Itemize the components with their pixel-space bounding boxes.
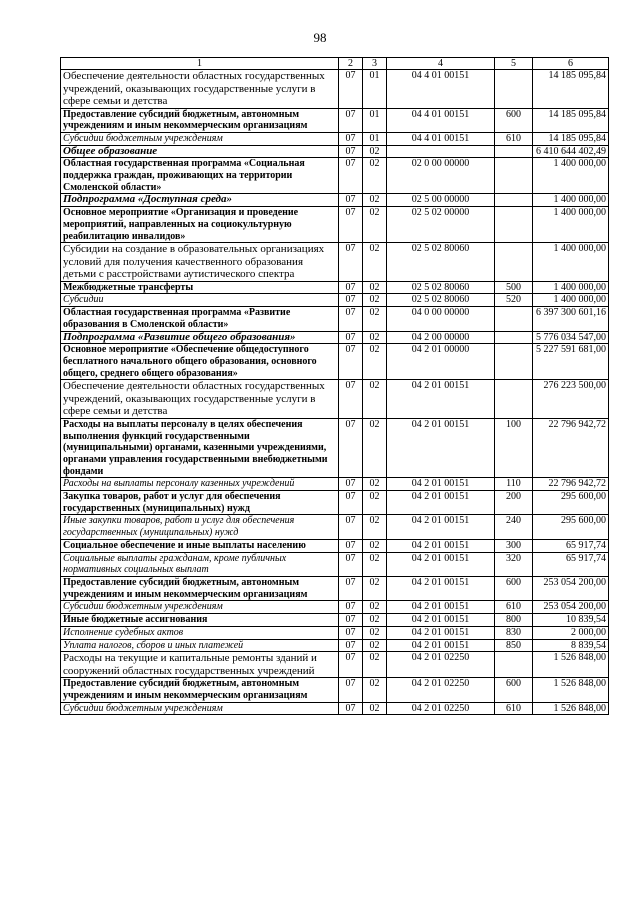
budget-table — [60, 57, 609, 715]
cell-target-code: 04 4 01 00151 — [387, 70, 495, 109]
cell-target-code: 04 2 01 00151 — [387, 552, 495, 576]
cell-subsection: 02 — [363, 577, 387, 601]
cell-subsection: 02 — [363, 652, 387, 678]
cell-name: Расходы на текущие и капитальные ремонты зданий и сооружений областных государственных учреждений — [61, 652, 339, 678]
cell-expense-type — [495, 145, 533, 158]
cell-name: Субсидии — [61, 294, 339, 307]
cell-target-code: 02 5 02 80060 — [387, 281, 495, 294]
cell-name: Предоставление субсидий бюджетным, автономным учреждениям и иным некоммерческим организациям — [61, 108, 339, 132]
cell-section: 07 — [339, 281, 363, 294]
cell-subsection: 02 — [363, 194, 387, 207]
cell-name: Обеспечение деятельности областных государственных учреждений, оказывающих государственные услуги в сфере семьи и детства — [61, 70, 339, 109]
cell-amount: 14 185 095,84 — [533, 70, 609, 109]
cell-section: 07 — [339, 614, 363, 627]
table-row — [61, 380, 609, 419]
table-row — [61, 243, 609, 282]
cell-name: Областная государственная программа «Развитие образования в Смоленской области» — [61, 307, 339, 331]
cell-section: 07 — [339, 307, 363, 331]
cell-amount: 22 796 942,72 — [533, 478, 609, 491]
cell-subsection: 02 — [363, 614, 387, 627]
cell-section: 07 — [339, 702, 363, 715]
cell-amount: 1 400 000,00 — [533, 281, 609, 294]
cell-section: 07 — [339, 491, 363, 515]
cell-expense-type — [495, 194, 533, 207]
column-header-section: 2 — [339, 58, 363, 70]
cell-subsection: 02 — [363, 281, 387, 294]
cell-expense-type — [495, 207, 533, 243]
table-row — [61, 678, 609, 702]
cell-amount: 8 839,54 — [533, 639, 609, 652]
cell-subsection: 02 — [363, 307, 387, 331]
cell-target-code: 02 5 02 00000 — [387, 207, 495, 243]
table-row — [61, 552, 609, 576]
cell-amount: 5 227 591 681,00 — [533, 344, 609, 380]
cell-expense-type: 850 — [495, 639, 533, 652]
cell-target-code — [387, 145, 495, 158]
cell-amount: 6 410 644 402,49 — [533, 145, 609, 158]
cell-name: Субсидии на создание в образовательных организациях условий для получения качественного образования детьми с расстройствами аутистического спектра — [61, 243, 339, 282]
table-row — [61, 601, 609, 614]
cell-target-code: 04 2 01 00151 — [387, 577, 495, 601]
cell-section: 07 — [339, 294, 363, 307]
cell-name: Субсидии бюджетным учреждениям — [61, 601, 339, 614]
cell-name: Основное мероприятие «Обеспечение общедоступного бесплатного начального общего образования, основного общего, среднего общего образования» — [61, 344, 339, 380]
cell-section: 07 — [339, 380, 363, 419]
cell-subsection: 02 — [363, 552, 387, 576]
cell-expense-type — [495, 652, 533, 678]
cell-subsection: 01 — [363, 70, 387, 109]
table-row — [61, 614, 609, 627]
cell-expense-type: 610 — [495, 132, 533, 145]
cell-expense-type — [495, 380, 533, 419]
cell-name: Закупка товаров, работ и услуг для обеспечения государственных (муниципальных) нужд — [61, 491, 339, 515]
cell-section: 07 — [339, 601, 363, 614]
cell-section: 07 — [339, 626, 363, 639]
cell-expense-type — [495, 243, 533, 282]
table-row — [61, 194, 609, 207]
cell-section: 07 — [339, 132, 363, 145]
cell-section: 07 — [339, 194, 363, 207]
cell-section: 07 — [339, 158, 363, 194]
column-header-amount: 6 — [533, 58, 609, 70]
cell-subsection: 02 — [363, 478, 387, 491]
table-row — [61, 294, 609, 307]
cell-section: 07 — [339, 108, 363, 132]
cell-subsection: 02 — [363, 243, 387, 282]
cell-amount: 22 796 942,72 — [533, 418, 609, 478]
column-header-expense-type: 5 — [495, 58, 533, 70]
table-row — [61, 207, 609, 243]
cell-expense-type — [495, 344, 533, 380]
cell-subsection: 02 — [363, 331, 387, 344]
cell-name: Иные бюджетные ассигнования — [61, 614, 339, 627]
cell-target-code: 04 4 01 00151 — [387, 132, 495, 145]
cell-amount: 1 400 000,00 — [533, 243, 609, 282]
table-header-row — [61, 58, 609, 70]
cell-expense-type: 800 — [495, 614, 533, 627]
column-header-subsection: 3 — [363, 58, 387, 70]
cell-target-code: 04 2 01 00151 — [387, 614, 495, 627]
cell-target-code: 02 5 00 00000 — [387, 194, 495, 207]
cell-subsection: 02 — [363, 626, 387, 639]
cell-amount: 1 400 000,00 — [533, 158, 609, 194]
cell-name: Предоставление субсидий бюджетным, автономным учреждениям и иным некоммерческим организациям — [61, 577, 339, 601]
table-row — [61, 281, 609, 294]
cell-name: Расходы на выплаты персоналу казенных учреждений — [61, 478, 339, 491]
cell-name: Исполнение судебных актов — [61, 626, 339, 639]
cell-target-code: 04 2 01 00151 — [387, 491, 495, 515]
table-row — [61, 132, 609, 145]
cell-subsection: 02 — [363, 380, 387, 419]
cell-expense-type: 110 — [495, 478, 533, 491]
cell-section: 07 — [339, 418, 363, 478]
table-row — [61, 639, 609, 652]
cell-target-code: 04 2 01 00151 — [387, 380, 495, 419]
cell-name: Уплата налогов, сборов и иных платежей — [61, 639, 339, 652]
cell-expense-type: 240 — [495, 515, 533, 539]
cell-amount: 1 526 848,00 — [533, 652, 609, 678]
cell-subsection: 02 — [363, 601, 387, 614]
cell-section: 07 — [339, 331, 363, 344]
page-number: 98 — [313, 30, 327, 45]
cell-name: Основное мероприятие «Организация и проведение мероприятий, направленных на социокультурную реабилитацию инвалидов» — [61, 207, 339, 243]
cell-name: Субсидии бюджетным учреждениям — [61, 702, 339, 715]
cell-section: 07 — [339, 515, 363, 539]
cell-subsection: 02 — [363, 294, 387, 307]
cell-amount: 253 054 200,00 — [533, 601, 609, 614]
cell-target-code: 04 2 01 00151 — [387, 626, 495, 639]
cell-amount: 5 776 034 547,00 — [533, 331, 609, 344]
cell-section: 07 — [339, 145, 363, 158]
cell-expense-type: 520 — [495, 294, 533, 307]
cell-target-code: 04 0 00 00000 — [387, 307, 495, 331]
cell-subsection: 02 — [363, 515, 387, 539]
cell-name: Иные закупки товаров, работ и услуг для обеспечения государственных (муниципальных) нужд — [61, 515, 339, 539]
cell-section: 07 — [339, 207, 363, 243]
table-row — [61, 418, 609, 478]
cell-amount: 65 917,74 — [533, 552, 609, 576]
table-row — [61, 539, 609, 552]
cell-target-code: 04 2 01 00151 — [387, 639, 495, 652]
cell-target-code: 04 2 01 00151 — [387, 418, 495, 478]
cell-target-code: 04 2 01 00151 — [387, 515, 495, 539]
cell-name: Подпрограмма «Доступная среда» — [61, 194, 339, 207]
cell-expense-type: 320 — [495, 552, 533, 576]
cell-target-code: 02 5 02 80060 — [387, 294, 495, 307]
cell-target-code: 04 2 01 02250 — [387, 678, 495, 702]
cell-expense-type: 610 — [495, 601, 533, 614]
cell-amount: 295 600,00 — [533, 515, 609, 539]
cell-subsection: 02 — [363, 678, 387, 702]
table-row — [61, 515, 609, 539]
table-row — [61, 702, 609, 715]
cell-subsection: 02 — [363, 207, 387, 243]
cell-expense-type: 600 — [495, 678, 533, 702]
cell-expense-type — [495, 70, 533, 109]
cell-amount: 2 000,00 — [533, 626, 609, 639]
cell-section: 07 — [339, 552, 363, 576]
cell-name: Обеспечение деятельности областных государственных учреждений, оказывающих государственные услуги в сфере семьи и детства — [61, 380, 339, 419]
table-body — [61, 70, 609, 715]
table-row — [61, 145, 609, 158]
cell-name: Расходы на выплаты персоналу в целях обеспечения выполнения функций государственными (муниципальными) органами, казенными учреждениями, органами управления государственными внебюджетными фондами — [61, 418, 339, 478]
cell-name: Подпрограмма «Развитие общего образования» — [61, 331, 339, 344]
cell-expense-type: 600 — [495, 577, 533, 601]
cell-expense-type: 610 — [495, 702, 533, 715]
cell-subsection: 01 — [363, 108, 387, 132]
table-row — [61, 70, 609, 109]
cell-name: Межбюджетные трансферты — [61, 281, 339, 294]
cell-target-code: 04 2 01 00151 — [387, 539, 495, 552]
table-row — [61, 331, 609, 344]
cell-amount: 14 185 095,84 — [533, 108, 609, 132]
cell-section: 07 — [339, 652, 363, 678]
cell-section: 07 — [339, 577, 363, 601]
cell-expense-type: 300 — [495, 539, 533, 552]
cell-expense-type — [495, 331, 533, 344]
cell-amount: 1 526 848,00 — [533, 702, 609, 715]
table-row — [61, 652, 609, 678]
cell-target-code: 02 5 02 80060 — [387, 243, 495, 282]
cell-subsection: 02 — [363, 639, 387, 652]
cell-target-code: 04 2 01 00151 — [387, 478, 495, 491]
cell-expense-type: 600 — [495, 108, 533, 132]
cell-amount: 1 400 000,00 — [533, 194, 609, 207]
cell-target-code: 04 2 01 02250 — [387, 702, 495, 715]
cell-section: 07 — [339, 70, 363, 109]
cell-amount: 65 917,74 — [533, 539, 609, 552]
cell-subsection: 02 — [363, 702, 387, 715]
cell-section: 07 — [339, 478, 363, 491]
cell-section: 07 — [339, 678, 363, 702]
table-row — [61, 577, 609, 601]
cell-expense-type: 100 — [495, 418, 533, 478]
cell-name: Предоставление субсидий бюджетным, автономным учреждениям и иным некоммерческим организациям — [61, 678, 339, 702]
cell-target-code: 04 2 01 00000 — [387, 344, 495, 380]
cell-expense-type — [495, 158, 533, 194]
cell-amount: 1 400 000,00 — [533, 207, 609, 243]
cell-name: Областная государственная программа «Социальная поддержка граждан, проживающих на территории Смоленской области» — [61, 158, 339, 194]
cell-target-code: 04 4 01 00151 — [387, 108, 495, 132]
cell-name: Субсидии бюджетным учреждениям — [61, 132, 339, 145]
cell-subsection: 02 — [363, 539, 387, 552]
cell-amount: 14 185 095,84 — [533, 132, 609, 145]
cell-expense-type: 500 — [495, 281, 533, 294]
cell-amount: 1 400 000,00 — [533, 294, 609, 307]
cell-amount: 253 054 200,00 — [533, 577, 609, 601]
cell-amount: 295 600,00 — [533, 491, 609, 515]
cell-target-code: 04 2 01 00151 — [387, 601, 495, 614]
cell-section: 07 — [339, 539, 363, 552]
cell-subsection: 02 — [363, 418, 387, 478]
cell-expense-type — [495, 307, 533, 331]
table-row — [61, 626, 609, 639]
column-header-name: 1 — [61, 58, 339, 70]
cell-target-code: 04 2 00 00000 — [387, 331, 495, 344]
table-row — [61, 344, 609, 380]
cell-subsection: 02 — [363, 491, 387, 515]
cell-amount: 6 397 300 601,16 — [533, 307, 609, 331]
cell-amount: 10 839,54 — [533, 614, 609, 627]
table-row — [61, 491, 609, 515]
cell-subsection: 02 — [363, 145, 387, 158]
cell-name: Социальные выплаты гражданам, кроме публичных нормативных социальных выплат — [61, 552, 339, 576]
cell-subsection: 02 — [363, 344, 387, 380]
table-row — [61, 158, 609, 194]
cell-section: 07 — [339, 639, 363, 652]
cell-section: 07 — [339, 243, 363, 282]
cell-target-code: 02 0 00 00000 — [387, 158, 495, 194]
table-row — [61, 108, 609, 132]
cell-name: Общее образование — [61, 145, 339, 158]
table-row — [61, 478, 609, 491]
cell-amount: 276 223 500,00 — [533, 380, 609, 419]
cell-subsection: 01 — [363, 132, 387, 145]
cell-expense-type: 200 — [495, 491, 533, 515]
cell-target-code: 04 2 01 02250 — [387, 652, 495, 678]
table-row — [61, 307, 609, 331]
cell-amount: 1 526 848,00 — [533, 678, 609, 702]
cell-section: 07 — [339, 344, 363, 380]
cell-subsection: 02 — [363, 158, 387, 194]
column-header-target-code: 4 — [387, 58, 495, 70]
cell-expense-type: 830 — [495, 626, 533, 639]
cell-name: Социальное обеспечение и иные выплаты населению — [61, 539, 339, 552]
